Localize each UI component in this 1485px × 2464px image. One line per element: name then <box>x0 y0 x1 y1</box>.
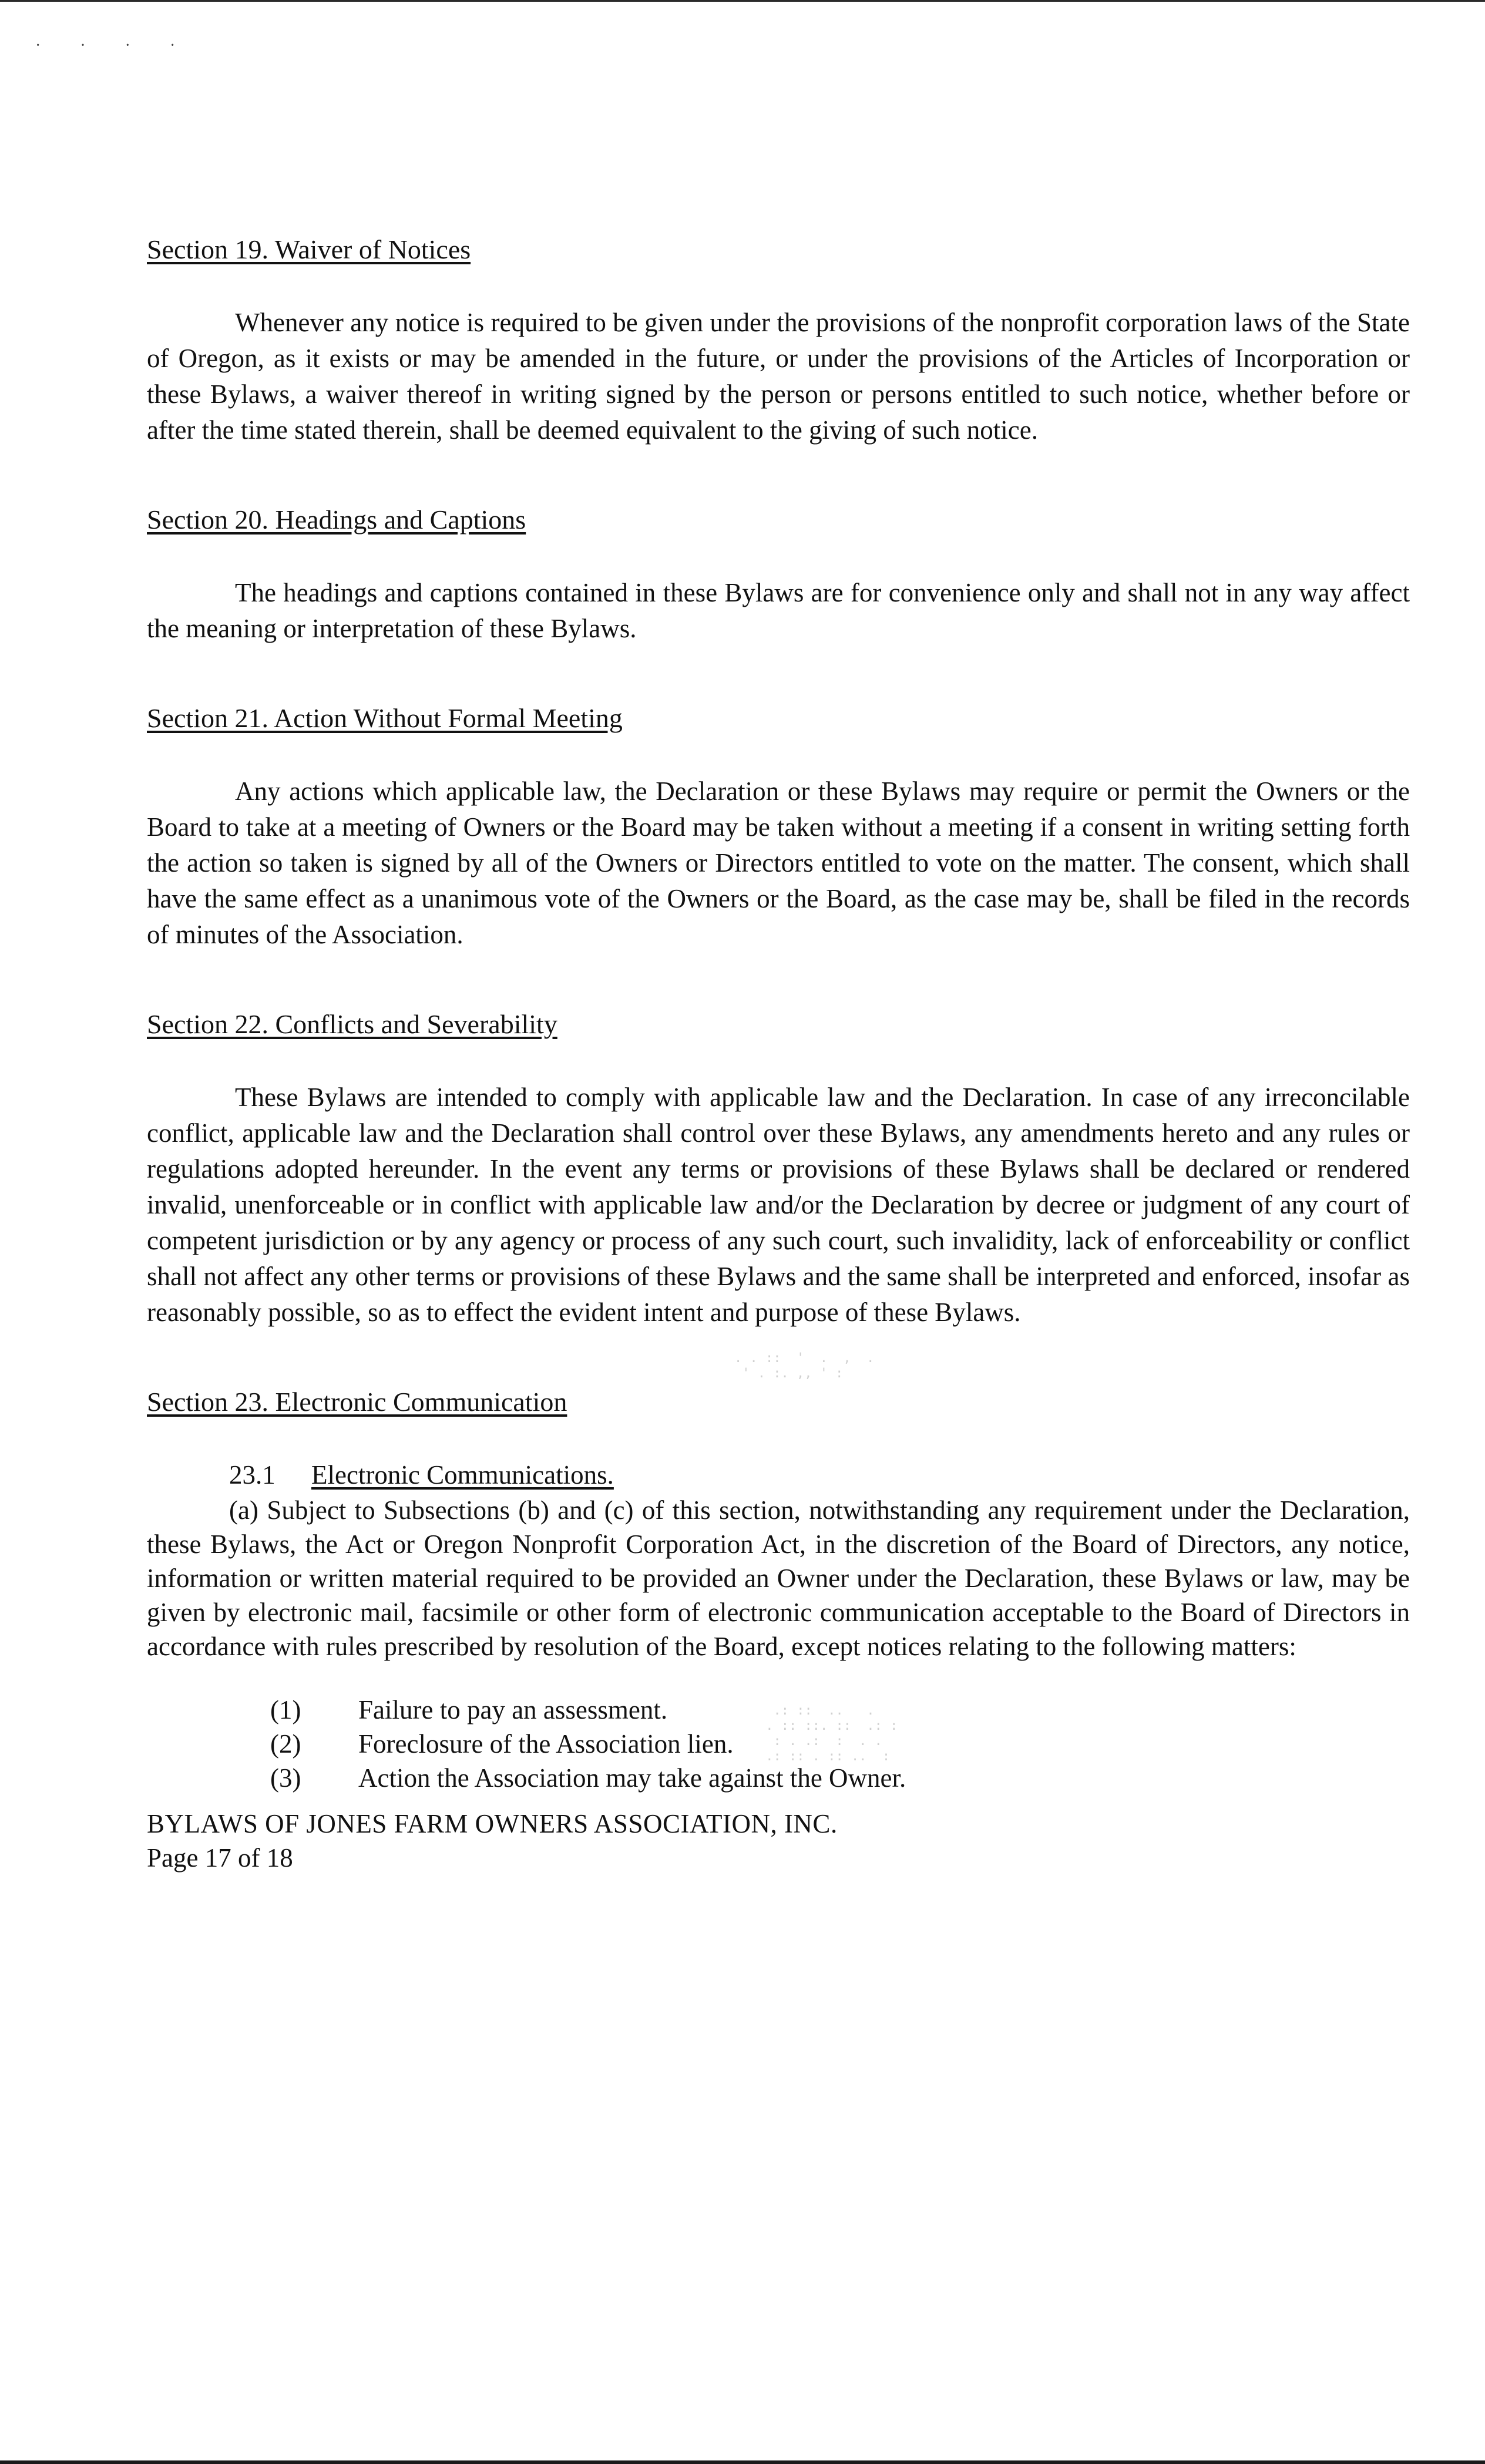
scan-top-edge <box>0 0 1485 2</box>
excepted-matters-list <box>147 1693 1410 1795</box>
footer-page-number: Page 17 of 18 <box>147 1843 293 1873</box>
footer-document-title: BYLAWS OF JONES FARM OWNERS ASSOCIATION, INC. <box>147 1809 838 1838</box>
subsection-number: 23.1 <box>229 1460 276 1490</box>
document-body <box>147 232 1410 1875</box>
section-20-heading: Section 20. Headings and Captions <box>147 505 526 535</box>
section-21-text: Any actions which applicable law, the Declaration or these Bylaws may require or permit the Owners or the Board to take at a meeting of Owners or the Board may be taken without a meeting if a consent in writing setting forth the action so taken is signed by all of the Owners or Directors entitled to vote on the matter. The consent, which shall have the same effect as a unanimous vote of the Owners or the Board, as the case may be, shall be filed in the records of minutes of the Association. <box>147 776 1410 949</box>
section-21-heading: Section 21. Action Without Formal Meeting <box>147 703 623 733</box>
scan-bottom-edge <box>0 2460 1485 2464</box>
section-20-text: The headings and captions contained in these Bylaws are for convenience only and shall not in any way affect the meaning or interpretation of these Bylaws. <box>147 578 1410 643</box>
subsection-a-text: (a) Subject to Subsections (b) and (c) of this section, notwithstanding any requirement under the Declaration, these Bylaws, the Act or Oregon Nonprofit Corporation Act, in the discretion of the Board of Directors, any notice, information or written material required to be provided an Owner under the Declaration, these Bylaws or law, may be given by electronic mail, facsimile or other form of electronic communication acceptable to the Board of Directors in accordance with rules prescribed by resolution of the Board, except notices relating to the following matters: <box>147 1495 1410 1661</box>
section-22-text: These Bylaws are intended to comply with applicable law and the Declaration. In case of any irreconcilable conflict, applicable law and the Declaration shall control over these Bylaws, any amendments hereto and any rules or regulations adopted hereunder. In the event any terms or provisions of these Bylaws shall be declared or rendered invalid, unenforceable or in conflict with applicable law and/or the Declaration by decree or judgment of any court of competent jurisdiction or by any agency or process of any such court, such invalidity, lack of enforceability or conflict shall not affect any other terms or provisions of these Bylaws and the same shall be interpreted and enforced, insofar as reasonably possible, so as to effect the evident intent and purpose of these Bylaws. <box>147 1083 1410 1327</box>
section-23-heading: Section 23. Electronic Communication <box>147 1387 567 1417</box>
subsection-title: Electronic Communications. <box>311 1460 614 1490</box>
bleed-through-stamp: . . :: ' . , . ' . :. ,, ' : <box>734 1351 875 1381</box>
scan-artifact-dots: · · · · <box>35 36 193 55</box>
list-item: (2) Foreclosure of the Association lien. <box>270 1729 734 1759</box>
bleed-through-stamp: .: :: .. . . :: ::. :: .: : : . .: : . . .: :: . :: .. : <box>765 1703 898 1764</box>
list-item: (1) Failure to pay an assessment. <box>270 1695 668 1725</box>
list-item: (3) Action the Association may take against the Owner. <box>270 1763 906 1793</box>
subsection-23-1 <box>147 1457 1410 1493</box>
section-19-heading: Section 19. Waiver of Notices <box>147 234 471 264</box>
section-22-heading: Section 22. Conflicts and Severability <box>147 1009 557 1039</box>
section-19-text: Whenever any notice is required to be given under the provisions of the nonprofit corporation laws of the State of Oregon, as it exists or may be amended in the future, or under the provisions of the Articles of Incorporation or these Bylaws, a waiver thereof in writing signed by the person or persons entitled to such notice, whether before or after the time stated therein, shall be deemed equivalent to the giving of such notice. <box>147 308 1410 445</box>
